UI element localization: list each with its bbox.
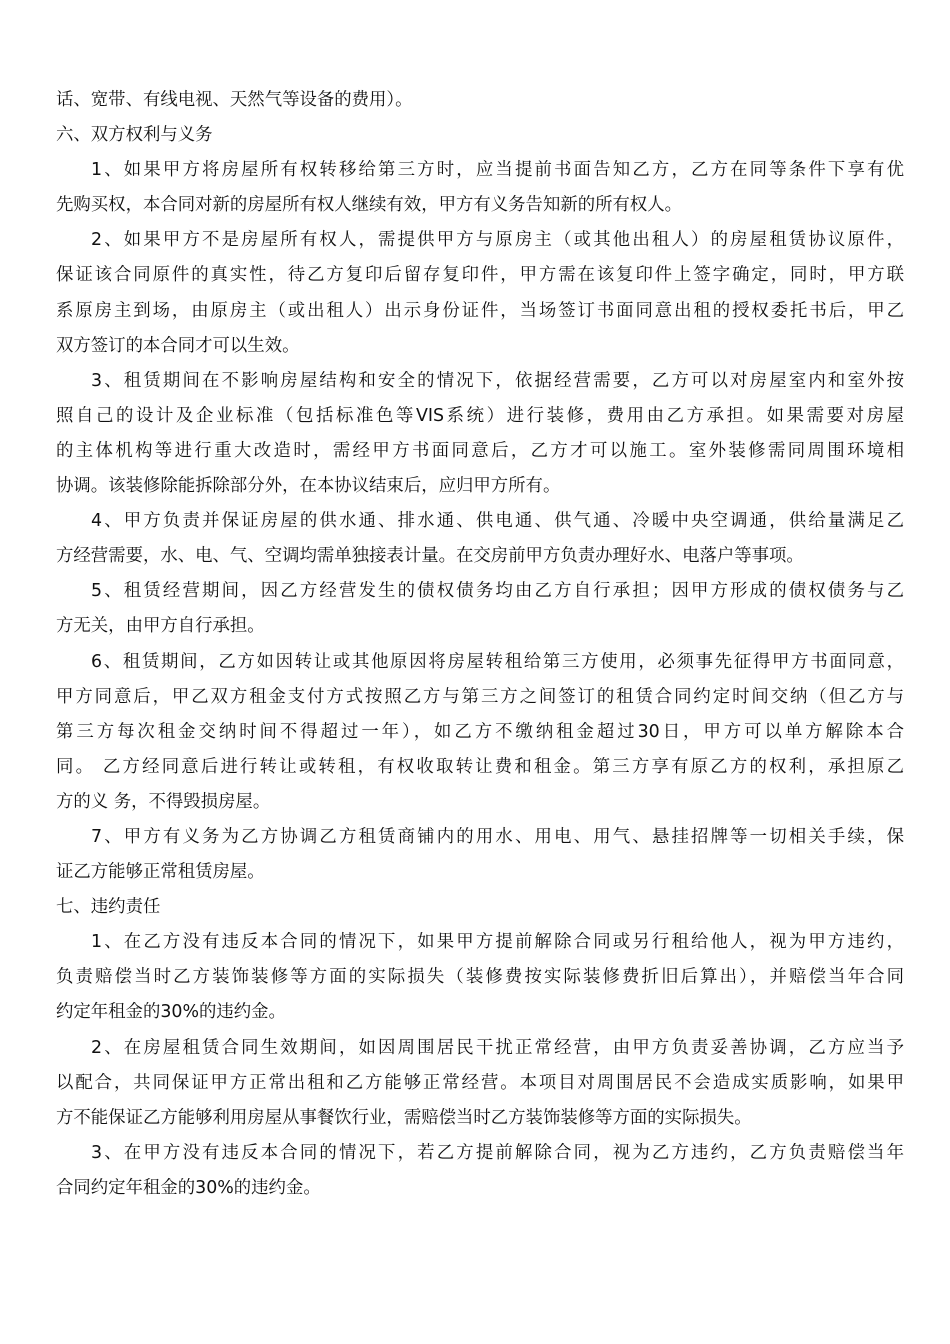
text-line: 系原房主到场，由原房主（或出租人）出示身份证件，当场签订书面同意出租的授权委托书后，甲乙 <box>56 300 904 321</box>
text-line: 合同约定年租金的30%的违约金。 <box>56 1177 321 1198</box>
document-body <box>56 83 904 1206</box>
text-line: 3、租赁期间在不影响房屋结构和安全的情况下，依据经营需要，乙方可以对房屋室内和室外按 <box>91 370 904 391</box>
text-line: 话、宽带、有线电视、天然气等设备的费用）。 <box>56 90 413 110</box>
text-line: 甲方同意后，甲乙双方租金支付方式按照乙方与第三方之间签订的租赁合同约定时间交纳（但乙方与 <box>56 686 904 707</box>
text-line: 的主体机构等进行重大改造时，需经甲方书面同意后，乙方才可以施工。室外装修需同周围环境相 <box>56 440 904 461</box>
paragraph <box>56 504 904 574</box>
paragraph <box>56 153 904 223</box>
paragraph <box>56 820 904 890</box>
text-line: 方的义 务，不得毁损房屋。 <box>56 791 271 812</box>
text-line: 2、如果甲方不是房屋所有权人，需提供甲方与原房主（或其他出租人）的房屋租赁协议原件， <box>91 230 904 251</box>
paragraph <box>56 1136 904 1206</box>
paragraph <box>56 1031 904 1136</box>
text-line: 方无关，由甲方自行承担。 <box>56 616 265 637</box>
text-line: 2、在房屋租赁合同生效期间，如因周围居民干扰正常经营，由甲方负责妥善协调，乙方应当予 <box>91 1037 904 1058</box>
text-line: 同。 乙方经同意后进行转让或转租，有权收取转让费和租金。第三方享有原乙方的权利，承担原乙 <box>56 756 904 777</box>
paragraph <box>56 83 904 118</box>
text-line: 照自己的设计及企业标准（包括标准色等VIS系统）进行装修，费用由乙方承担。如果需要对房屋 <box>56 405 904 426</box>
paragraph <box>56 223 904 363</box>
paragraph <box>56 925 904 1030</box>
paragraph <box>56 364 904 504</box>
text-line: 5、租赁经营期间，因乙方经营发生的债权债务均由乙方自行承担；因甲方形成的债权债务与乙 <box>91 581 904 602</box>
section-title: 七、违约责任 <box>56 897 161 918</box>
text-line: 证乙方能够正常租赁房屋。 <box>56 862 265 883</box>
text-line: 负责赔偿当时乙方装饰装修等方面的实际损失（装修费按实际装修费折旧后算出），并赔偿当年合同 <box>56 967 904 988</box>
text-line: 以配合，共同保证甲方正常出租和乙方能够正常经营。本项目对周围居民不会造成实质影响，如果甲 <box>56 1072 904 1093</box>
paragraph <box>56 645 904 820</box>
text-line: 7、甲方有义务为乙方协调乙方租赁商铺内的用水、用电、用气、悬挂招牌等一切相关手续，保 <box>91 826 904 847</box>
section-heading <box>56 118 904 153</box>
text-line: 方不能保证乙方能够利用房屋从事餐饮行业，需赔偿当时乙方装饰装修等方面的实际损失。 <box>56 1107 752 1128</box>
text-line: 协调。该装修除能拆除部分外，在本协议结束后，应归甲方所有。 <box>56 476 561 497</box>
section-heading <box>56 890 904 925</box>
text-line: 约定年租金的30%的违约金。 <box>56 1002 286 1023</box>
text-line: 双方签订的本合同才可以生效。 <box>56 335 300 356</box>
text-line: 先购买权，本合同对新的房屋所有权人继续有效，甲方有义务告知新的所有权人。 <box>56 195 683 216</box>
text-line: 1、如果甲方将房屋所有权转移给第三方时，应当提前书面告知乙方，乙方在同等条件下享有优 <box>91 160 904 181</box>
text-line: 1、在乙方没有违反本合同的情况下，如果甲方提前解除合同或另行租给他人，视为甲方违约， <box>91 932 904 953</box>
text-line: 6、租赁期间，乙方如因转让或其他原因将房屋转租给第三方使用，必须事先征得甲方书面同意， <box>91 651 904 672</box>
text-line: 3、在甲方没有违反本合同的情况下，若乙方提前解除合同，视为乙方违约，乙方负责赔偿当年 <box>91 1142 904 1163</box>
text-line: 保证该合同原件的真实性，待乙方复印后留存复印件，甲方需在该复印件上签字确定，同时，甲方联 <box>56 265 904 286</box>
paragraph <box>56 574 904 644</box>
text-line: 第三方每次租金交纳时间不得超过一年），如乙方不缴纳租金超过30日，甲方可以单方解除本合 <box>56 721 904 742</box>
text-line: 方经营需要，水、电、气、空调均需单独接表计量。在交房前甲方负责办理好水、电落户等事项。 <box>56 546 804 567</box>
text-line: 4、甲方负责并保证房屋的供水通、排水通、供电通、供气通、冷暖中央空调通，供给量满足乙 <box>91 511 904 532</box>
section-title: 六、双方权利与义务 <box>56 125 213 146</box>
